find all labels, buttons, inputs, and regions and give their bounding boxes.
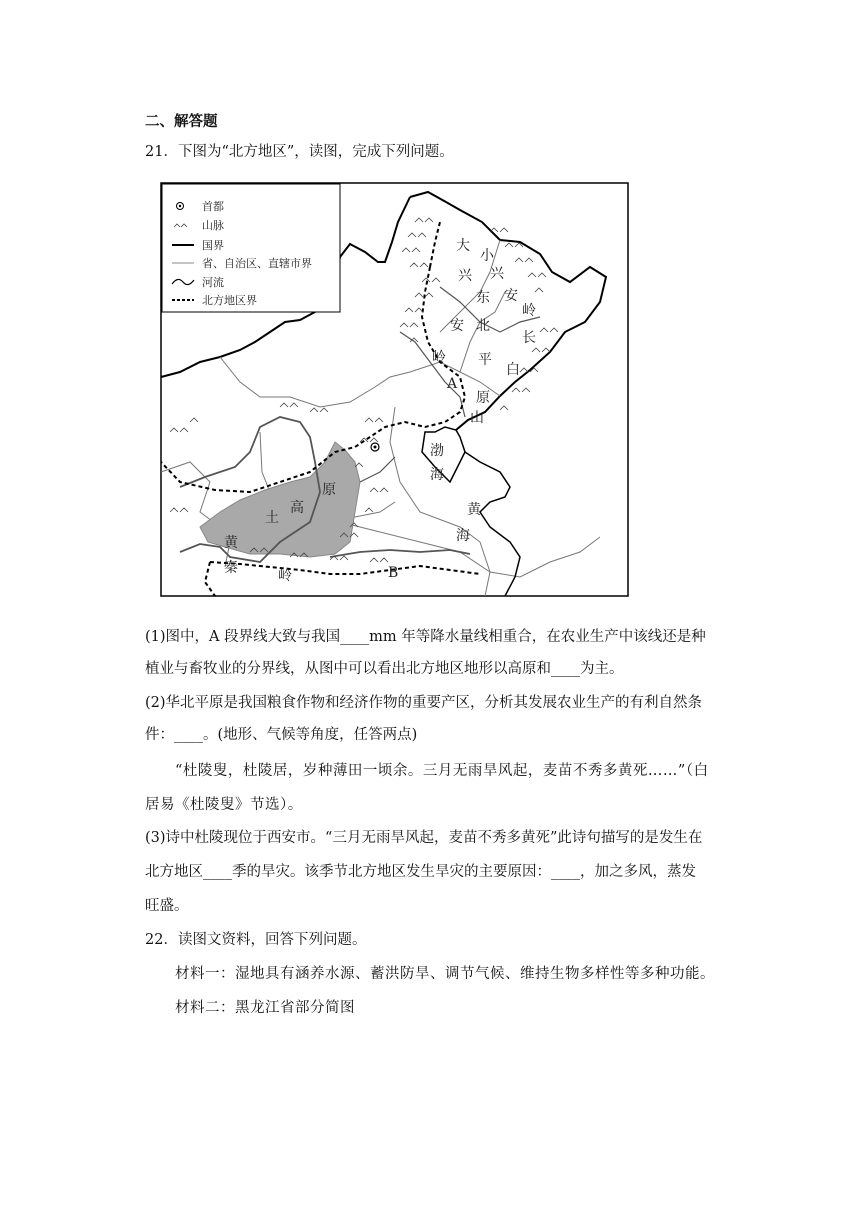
north-china-map: [160, 182, 629, 597]
label-huang-hai: 海: [456, 528, 470, 544]
q22-material-1: 材料一：湿地具有涵养水源、蓄洪防旱、调节气候、维持生物多样性等多种功能。: [175, 966, 715, 982]
legend-mountain: 山脉: [202, 219, 224, 232]
label-xiao-an: 安: [504, 288, 518, 304]
label-ht-gao: 高: [290, 500, 304, 516]
label-da: 大: [456, 238, 470, 254]
label-ping: 平: [478, 352, 492, 368]
q22-stem: 22．读图文资料，回答下列问题。: [145, 932, 367, 948]
label-xiao: 小: [480, 248, 494, 264]
label-b: B: [388, 565, 399, 581]
section-title: 二、解答题: [145, 113, 218, 130]
label-ht-huang: 黄: [224, 535, 238, 551]
label-ling: 岭: [432, 350, 446, 366]
q22-material-2: 材料二：黑龙江省部分简图: [175, 1000, 355, 1016]
label-shan: 山: [470, 410, 484, 426]
label-bai: 白: [506, 362, 520, 378]
q21-p1-line2: 植业与畜牧业的分界线，从图中可以看出北方地区地形以高原和____为主。: [145, 661, 624, 677]
label-qin: 秦: [224, 560, 238, 576]
legend-river: 河流: [202, 276, 224, 289]
label-chang: 长: [522, 330, 536, 346]
legend-province-border: 省、自治区、直辖市界: [202, 257, 312, 270]
legend-capital: 首都: [202, 200, 224, 213]
q21-p3-line1: (3)诗中杜陵现位于西安市。“三月无雨旱风起，麦苗不秀多黄死”此诗句描写的是发生在: [145, 830, 703, 846]
label-bo: 渤: [430, 443, 444, 459]
label-bo-hai: 海: [430, 467, 444, 483]
legend-national-border: 国界: [202, 239, 224, 252]
label-dong: 东: [476, 290, 490, 306]
label-bei: 北: [476, 318, 490, 334]
label-qin-ling: 岭: [278, 568, 292, 584]
label-ht-yuan: 原: [322, 482, 336, 498]
q21-p2-line2: 件：____。(地形、气候等角度，任答两点): [145, 727, 418, 743]
label-xing: 兴: [458, 268, 472, 284]
label-ht-tu: 土: [265, 510, 279, 526]
label-huang: 黄: [467, 502, 481, 518]
label-an: 安: [450, 318, 464, 334]
q21-stem: 21．下图为“北方地区”，读图，完成下列问题。: [145, 144, 454, 160]
legend-region-border: 北方地区界: [202, 294, 257, 307]
q21-poem-line1: “杜陵叟，杜陵居，岁种薄田一顷余。三月无雨旱风起，麦苗不秀多黄死……”（白: [175, 763, 709, 779]
label-a: A: [447, 376, 458, 392]
label-yuan: 原: [476, 390, 490, 406]
q21-p3-line3: 旺盛。: [145, 898, 189, 914]
label-xiao-ling: 岭: [522, 303, 536, 319]
label-xiao-xing: 兴: [490, 266, 504, 282]
q21-p1-line1: (1)图中，A 段界线大致与我国____mm 年等降水量线相重合，在农业生产中该线还是种: [145, 629, 706, 645]
q21-p3-line2: 北方地区____季的旱灾。该季节北方地区发生旱灾的主要原因：____，加之多风，蒸发: [145, 864, 696, 880]
q21-poem-line2: 居易《杜陵叟》节选）。: [145, 797, 303, 813]
q21-p2-line1: (2)华北平原是我国粮食作物和经济作物的重要产区，分析其发展农业生产的有利自然条: [145, 695, 703, 711]
